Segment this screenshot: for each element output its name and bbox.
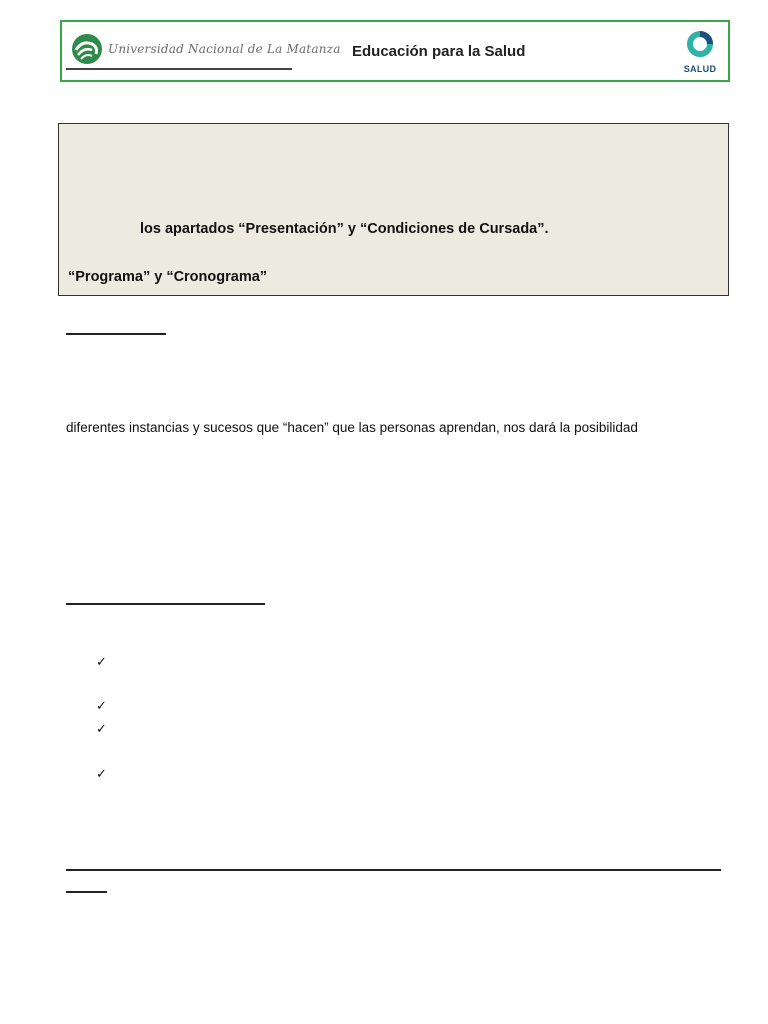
university-name: Universidad Nacional de La Matanza [108, 42, 341, 56]
checkmark-icon: ✓ [96, 721, 107, 736]
section-heading-underline [66, 603, 265, 605]
info-box-line-1: los apartados “Presentación” y “Condiciones de Cursada”. [140, 221, 549, 237]
info-box [58, 123, 729, 296]
salud-logo [682, 30, 718, 74]
section-heading-underline [66, 891, 107, 893]
salud-logo-text: SALUD [683, 64, 717, 74]
document-header [60, 20, 730, 82]
university-logo-icon [70, 32, 104, 71]
body-paragraph-line: diferentes instancias y sucesos que “hacen” que las personas aprendan, nos dará la posibilidad [66, 420, 638, 435]
salud-ring-icon [685, 45, 715, 62]
checkmark-icon: ✓ [96, 766, 107, 781]
checkmark-icon: ✓ [96, 654, 107, 669]
page-title: Educación para la Salud [352, 43, 526, 60]
section-heading-underline [66, 333, 166, 335]
header-divider [66, 68, 292, 70]
section-heading-underline [66, 869, 721, 871]
checkmark-icon: ✓ [96, 698, 107, 713]
info-box-line-2: “Programa” y “Cronograma” [68, 269, 268, 285]
